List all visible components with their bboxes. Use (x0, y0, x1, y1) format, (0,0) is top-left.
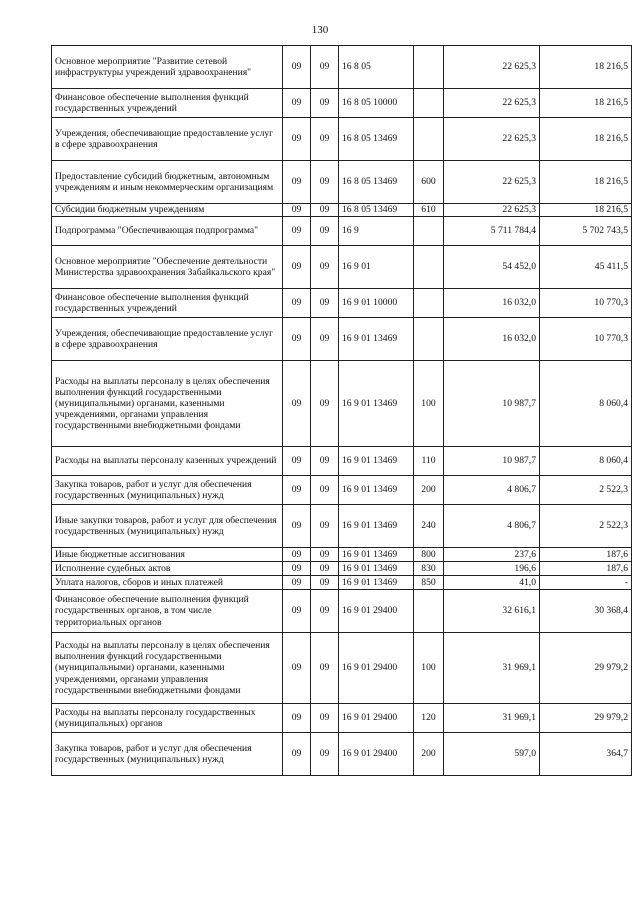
amount-first-cell: 4 806,7 (444, 476, 540, 505)
subsection-code-cell: 09 (311, 733, 339, 776)
section-code-cell: 09 (283, 118, 311, 161)
amount-second-cell: 29 979,2 (540, 704, 632, 733)
amount-second-cell: 187,6 (540, 548, 632, 562)
section-code-cell: 09 (283, 246, 311, 289)
amount-second-cell: 2 522,3 (540, 476, 632, 505)
page-number: 130 (311, 24, 329, 36)
row-name-cell: Финансовое обеспечение выполнения функций государственных органов, в том числе территориальных органов (52, 590, 283, 633)
section-code-cell: 09 (283, 161, 311, 204)
row-name-cell: Финансовое обеспечение выполнения функций государственных учреждений (52, 89, 283, 118)
target-article-cell: 16 9 01 29400 (339, 704, 414, 733)
row-name-cell: Закупка товаров, работ и услуг для обеспечения государственных (муниципальных) нужд (52, 476, 283, 505)
amount-first-cell: 31 969,1 (444, 633, 540, 704)
amount-second-cell: 10 770,3 (540, 318, 632, 361)
table-row (52, 562, 632, 576)
amount-first-cell: 237,6 (444, 548, 540, 562)
expense-type-cell: 110 (414, 447, 444, 476)
table-row (52, 204, 632, 217)
subsection-code-cell: 09 (311, 562, 339, 576)
expense-type-cell: 240 (414, 505, 444, 548)
row-name-cell: Расходы на выплаты персоналу казенных учреждений (52, 447, 283, 476)
table-row (52, 548, 632, 562)
target-article-cell: 16 9 01 29400 (339, 733, 414, 776)
expense-type-cell (414, 590, 444, 633)
row-name-cell: Уплата налогов, сборов и иных платежей (52, 576, 283, 590)
table-row (52, 89, 632, 118)
amount-second-cell: 8 060,4 (540, 361, 632, 447)
section-code-cell: 09 (283, 562, 311, 576)
expense-type-cell: 800 (414, 548, 444, 562)
subsection-code-cell: 09 (311, 505, 339, 548)
table-row (52, 217, 632, 246)
amount-second-cell: 18 216,5 (540, 118, 632, 161)
amount-first-cell: 31 969,1 (444, 704, 540, 733)
table-row (52, 476, 632, 505)
expense-type-cell (414, 318, 444, 361)
amount-second-cell: 2 522,3 (540, 505, 632, 548)
expense-type-cell (414, 217, 444, 246)
amount-second-cell: - (540, 576, 632, 590)
expense-type-cell: 100 (414, 361, 444, 447)
target-article-cell: 16 9 01 13469 (339, 361, 414, 447)
amount-first-cell: 22 625,3 (444, 46, 540, 89)
amount-second-cell: 18 216,5 (540, 161, 632, 204)
amount-first-cell: 5 711 784,4 (444, 217, 540, 246)
subsection-code-cell: 09 (311, 46, 339, 89)
table-row (52, 46, 632, 89)
amount-first-cell: 54 452,0 (444, 246, 540, 289)
section-code-cell: 09 (283, 704, 311, 733)
amount-first-cell: 32 616,1 (444, 590, 540, 633)
row-name-cell: Расходы на выплаты персоналу в целях обеспечения выполнения функций государственными (муниципальными) органами, казенными учреждениями, органами управления государственными внебюджетными фондами (52, 361, 283, 447)
amount-first-cell: 22 625,3 (444, 118, 540, 161)
subsection-code-cell: 09 (311, 217, 339, 246)
table-row (52, 318, 632, 361)
table-row (52, 733, 632, 776)
expense-type-cell (414, 118, 444, 161)
row-name-cell: Закупка товаров, работ и услуг для обеспечения государственных (муниципальных) нужд (52, 733, 283, 776)
expense-type-cell: 200 (414, 733, 444, 776)
amount-first-cell: 10 987,7 (444, 447, 540, 476)
subsection-code-cell: 09 (311, 704, 339, 733)
amount-second-cell: 187,6 (540, 562, 632, 576)
subsection-code-cell: 09 (311, 161, 339, 204)
amount-second-cell: 18 216,5 (540, 204, 632, 217)
table-row (52, 704, 632, 733)
amount-second-cell: 5 702 743,5 (540, 217, 632, 246)
row-name-cell: Предоставление субсидий бюджетным, автономным учреждениям и иным некоммерческим организациям (52, 161, 283, 204)
expense-type-cell: 850 (414, 576, 444, 590)
section-code-cell: 09 (283, 590, 311, 633)
row-name-cell: Иные закупки товаров, работ и услуг для обеспечения государственных (муниципальных) нужд (52, 505, 283, 548)
amount-first-cell: 16 032,0 (444, 318, 540, 361)
amount-first-cell: 22 625,3 (444, 89, 540, 118)
expense-type-cell (414, 246, 444, 289)
row-name-cell: Учреждения, обеспечивающие предоставление услуг в сфере здравоохранения (52, 318, 283, 361)
amount-second-cell: 30 368,4 (540, 590, 632, 633)
target-article-cell: 16 9 01 29400 (339, 590, 414, 633)
row-name-cell: Подпрограмма "Обеспечивающая подпрограмма" (52, 217, 283, 246)
target-article-cell: 16 9 01 10000 (339, 289, 414, 318)
row-name-cell: Иные бюджетные ассигнования (52, 548, 283, 562)
table-row (52, 447, 632, 476)
subsection-code-cell: 09 (311, 89, 339, 118)
section-code-cell: 09 (283, 361, 311, 447)
subsection-code-cell: 09 (311, 576, 339, 590)
table-row (52, 633, 632, 704)
subsection-code-cell: 09 (311, 476, 339, 505)
target-article-cell: 16 8 05 (339, 46, 414, 89)
section-code-cell: 09 (283, 476, 311, 505)
target-article-cell: 16 9 01 13469 (339, 505, 414, 548)
target-article-cell: 16 8 05 13469 (339, 161, 414, 204)
expense-type-cell: 100 (414, 633, 444, 704)
amount-first-cell: 10 987,7 (444, 361, 540, 447)
target-article-cell: 16 9 (339, 217, 414, 246)
section-code-cell: 09 (283, 548, 311, 562)
section-code-cell: 09 (283, 318, 311, 361)
section-code-cell: 09 (283, 89, 311, 118)
amount-second-cell: 29 979,2 (540, 633, 632, 704)
amount-second-cell: 45 411,5 (540, 246, 632, 289)
amount-first-cell: 41,0 (444, 576, 540, 590)
subsection-code-cell: 09 (311, 633, 339, 704)
table-row (52, 590, 632, 633)
amount-first-cell: 22 625,3 (444, 161, 540, 204)
row-name-cell: Основное мероприятие "Развитие сетевой инфраструктуры учреждений здравоохранения" (52, 46, 283, 89)
expense-type-cell: 610 (414, 204, 444, 217)
target-article-cell: 16 8 05 10000 (339, 89, 414, 118)
subsection-code-cell: 09 (311, 289, 339, 318)
amount-second-cell: 18 216,5 (540, 89, 632, 118)
section-code-cell: 09 (283, 633, 311, 704)
expense-type-cell: 200 (414, 476, 444, 505)
row-name-cell: Исполнение судебных актов (52, 562, 283, 576)
table-row (52, 161, 632, 204)
expense-type-cell: 120 (414, 704, 444, 733)
target-article-cell: 16 9 01 13469 (339, 576, 414, 590)
amount-second-cell: 10 770,3 (540, 289, 632, 318)
amount-second-cell: 364,7 (540, 733, 632, 776)
table-row (52, 246, 632, 289)
target-article-cell: 16 8 05 13469 (339, 118, 414, 161)
row-name-cell: Основное мероприятие "Обеспечение деятельности Министерства здравоохранения Забайкальского края" (52, 246, 283, 289)
target-article-cell: 16 8 05 13469 (339, 204, 414, 217)
amount-second-cell: 18 216,5 (540, 46, 632, 89)
expense-type-cell (414, 89, 444, 118)
subsection-code-cell: 09 (311, 204, 339, 217)
target-article-cell: 16 9 01 13469 (339, 476, 414, 505)
table-row (52, 289, 632, 318)
expense-type-cell (414, 289, 444, 318)
target-article-cell: 16 9 01 13469 (339, 318, 414, 361)
target-article-cell: 16 9 01 13469 (339, 548, 414, 562)
section-code-cell: 09 (283, 447, 311, 476)
row-name-cell: Расходы на выплаты персоналу государственных (муниципальных) органов (52, 704, 283, 733)
section-code-cell: 09 (283, 217, 311, 246)
subsection-code-cell: 09 (311, 246, 339, 289)
target-article-cell: 16 9 01 13469 (339, 447, 414, 476)
subsection-code-cell: 09 (311, 318, 339, 361)
target-article-cell: 16 9 01 29400 (339, 633, 414, 704)
expense-type-cell: 600 (414, 161, 444, 204)
section-code-cell: 09 (283, 576, 311, 590)
subsection-code-cell: 09 (311, 447, 339, 476)
amount-first-cell: 16 032,0 (444, 289, 540, 318)
amount-first-cell: 4 806,7 (444, 505, 540, 548)
expense-type-cell (414, 46, 444, 89)
subsection-code-cell: 09 (311, 548, 339, 562)
section-code-cell: 09 (283, 204, 311, 217)
target-article-cell: 16 9 01 (339, 246, 414, 289)
target-article-cell: 16 9 01 13469 (339, 562, 414, 576)
row-name-cell: Субсидии бюджетным учреждениям (52, 204, 283, 217)
amount-first-cell: 22 625,3 (444, 204, 540, 217)
table-row (52, 361, 632, 447)
table-row (52, 118, 632, 161)
subsection-code-cell: 09 (311, 118, 339, 161)
amount-first-cell: 597,0 (444, 733, 540, 776)
amount-second-cell: 8 060,4 (540, 447, 632, 476)
subsection-code-cell: 09 (311, 590, 339, 633)
subsection-code-cell: 09 (311, 361, 339, 447)
row-name-cell: Учреждения, обеспечивающие предоставление услуг в сфере здравоохранения (52, 118, 283, 161)
table-row (52, 505, 632, 548)
section-code-cell: 09 (283, 505, 311, 548)
table-row (52, 576, 632, 590)
budget-table (51, 45, 632, 776)
expense-type-cell: 830 (414, 562, 444, 576)
amount-first-cell: 196,6 (444, 562, 540, 576)
section-code-cell: 09 (283, 46, 311, 89)
section-code-cell: 09 (283, 289, 311, 318)
row-name-cell: Финансовое обеспечение выполнения функций государственных учреждений (52, 289, 283, 318)
section-code-cell: 09 (283, 733, 311, 776)
row-name-cell: Расходы на выплаты персоналу в целях обеспечения выполнения функций государственными (муниципальными) органами, казенными учреждениями, органами управления государственными внебюджетными фондами (52, 633, 283, 704)
